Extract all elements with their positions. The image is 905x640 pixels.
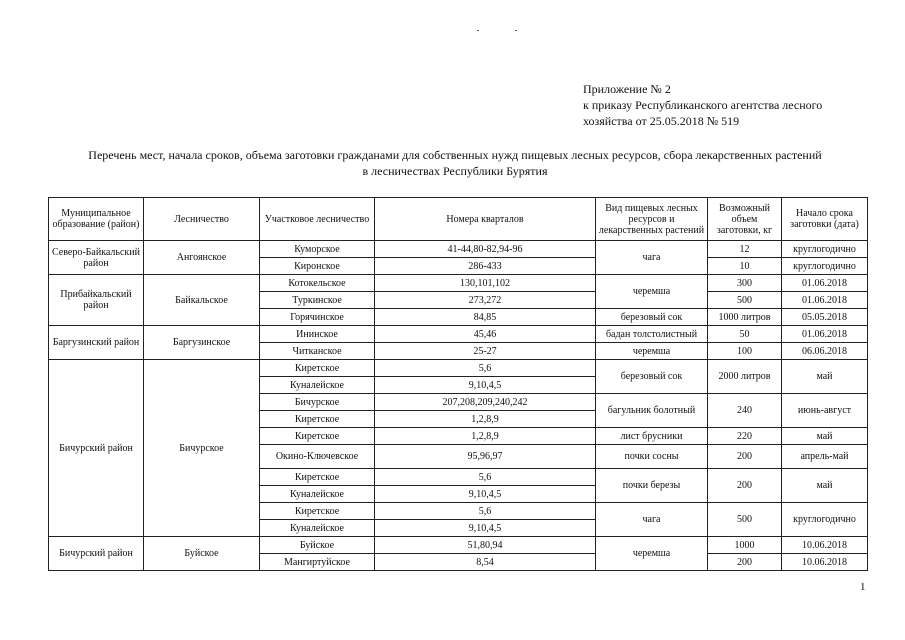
forestry-cell: Буйское xyxy=(144,537,260,571)
forestry-cell: Ангоянское xyxy=(144,241,260,275)
title-line: в лесничествах Республики Бурятия xyxy=(362,164,548,178)
quarters-cell: 5,6 xyxy=(375,469,596,486)
quarters-cell: 286-433 xyxy=(375,258,596,275)
district-cell: Бичурский район xyxy=(49,360,144,537)
sub-forestry-cell: Горячинское xyxy=(260,309,375,326)
quarters-cell: 45,46 xyxy=(375,326,596,343)
quarters-cell: 9,10,4,5 xyxy=(375,377,596,394)
table-row xyxy=(49,241,868,258)
volume-cell: 300 xyxy=(708,275,782,292)
resource-cell: бадан толстолистный xyxy=(596,326,708,343)
resource-cell: почки березы xyxy=(596,469,708,503)
sub-forestry-cell: Туркинское xyxy=(260,292,375,309)
date-cell: 10.06.2018 xyxy=(782,554,868,571)
district-cell: Бичурский район xyxy=(49,537,144,571)
volume-cell: 220 xyxy=(708,428,782,445)
appendix-line: Приложение № 2 xyxy=(583,82,671,96)
resource-cell: черемша xyxy=(596,343,708,360)
volume-cell: 100 xyxy=(708,343,782,360)
quarters-cell: 9,10,4,5 xyxy=(375,520,596,537)
volume-cell: 500 xyxy=(708,503,782,537)
page-number: 1 xyxy=(860,581,866,593)
quarters-cell: 8,54 xyxy=(375,554,596,571)
district-cell: Прибайкальский район xyxy=(49,275,144,326)
date-cell: май xyxy=(782,360,868,394)
forestry-cell: Бичурское xyxy=(144,360,260,537)
scan-speck xyxy=(515,30,517,31)
resource-cell: березовый сок xyxy=(596,309,708,326)
sub-forestry-cell: Буйское xyxy=(260,537,375,554)
sub-forestry-cell: Куналейское xyxy=(260,486,375,503)
date-cell: 05.05.2018 xyxy=(782,309,868,326)
table-row xyxy=(49,326,868,343)
date-cell: июнь-август xyxy=(782,394,868,428)
quarters-cell: 130,101,102 xyxy=(375,275,596,292)
date-cell: май xyxy=(782,428,868,445)
volume-cell: 2000 литров xyxy=(708,360,782,394)
date-cell: круглогодично xyxy=(782,258,868,275)
column-header: Возможный объем заготовки, кг xyxy=(708,198,782,241)
sub-forestry-cell: Киретское xyxy=(260,411,375,428)
date-cell: 06.06.2018 xyxy=(782,343,868,360)
date-cell: апрель-май xyxy=(782,445,868,469)
volume-cell: 12 xyxy=(708,241,782,258)
date-cell: 01.06.2018 xyxy=(782,326,868,343)
document-title xyxy=(40,147,870,179)
column-header: Вид пищевых лесных ресурсов и лекарственных растений xyxy=(596,198,708,241)
table-row xyxy=(49,360,868,377)
quarters-cell: 9,10,4,5 xyxy=(375,486,596,503)
sub-forestry-cell: Куналейское xyxy=(260,377,375,394)
sub-forestry-cell: Киретское xyxy=(260,469,375,486)
volume-cell: 500 xyxy=(708,292,782,309)
forestry-cell: Баргузинское xyxy=(144,326,260,360)
sub-forestry-cell: Окино-Ключевское xyxy=(260,445,375,469)
quarters-cell: 5,6 xyxy=(375,503,596,520)
date-cell: 10.06.2018 xyxy=(782,537,868,554)
resource-cell: черемша xyxy=(596,275,708,309)
sub-forestry-cell: Киронское xyxy=(260,258,375,275)
volume-cell: 200 xyxy=(708,554,782,571)
resource-cell: чага xyxy=(596,241,708,275)
sub-forestry-cell: Киретское xyxy=(260,360,375,377)
column-header: Муниципальное образование (район) xyxy=(49,198,144,241)
quarters-cell: 25-27 xyxy=(375,343,596,360)
quarters-cell: 84,85 xyxy=(375,309,596,326)
appendix-line: хозяйства от 25.05.2018 № 519 xyxy=(583,114,740,128)
volume-cell: 200 xyxy=(708,445,782,469)
resource-cell: березовый сок xyxy=(596,360,708,394)
date-cell: 01.06.2018 xyxy=(782,292,868,309)
resources-table xyxy=(48,197,868,571)
quarters-cell: 41-44,80-82,94-96 xyxy=(375,241,596,258)
forestry-cell: Байкальское xyxy=(144,275,260,326)
sub-forestry-cell: Бичурское xyxy=(260,394,375,411)
scan-speck xyxy=(477,30,479,31)
district-cell: Баргузинский район xyxy=(49,326,144,360)
sub-forestry-cell: Котокельское xyxy=(260,275,375,292)
sub-forestry-cell: Киретское xyxy=(260,428,375,445)
sub-forestry-cell: Киретское xyxy=(260,503,375,520)
volume-cell: 1000 xyxy=(708,537,782,554)
table-row xyxy=(49,275,868,292)
volume-cell: 10 xyxy=(708,258,782,275)
district-cell: Северо-Байкальский район xyxy=(49,241,144,275)
volume-cell: 200 xyxy=(708,469,782,503)
appendix-block xyxy=(583,81,822,129)
quarters-cell: 1,2,8,9 xyxy=(375,428,596,445)
quarters-cell: 1,2,8,9 xyxy=(375,411,596,428)
resource-cell: багульник болотный xyxy=(596,394,708,428)
column-header: Участковое лесничество xyxy=(260,198,375,241)
sub-forestry-cell: Мангиртуйское xyxy=(260,554,375,571)
title-line: Перечень мест, начала сроков, объема заготовки гражданами для собственных нужд пищевых лесных ресурсов, сбора лекарственных растений xyxy=(88,148,822,162)
column-header: Лесничество xyxy=(144,198,260,241)
quarters-cell: 51,80,94 xyxy=(375,537,596,554)
column-header: Начало срока заготовки (дата) xyxy=(782,198,868,241)
sub-forestry-cell: Ининское xyxy=(260,326,375,343)
appendix-line: к приказу Республиканского агентства лесного xyxy=(583,98,823,112)
volume-cell: 1000 литров xyxy=(708,309,782,326)
resource-cell: черемша xyxy=(596,537,708,571)
resource-cell: чага xyxy=(596,503,708,537)
volume-cell: 240 xyxy=(708,394,782,428)
table-header-row xyxy=(49,198,868,241)
sub-forestry-cell: Куналейское xyxy=(260,520,375,537)
quarters-cell: 207,208,209,240,242 xyxy=(375,394,596,411)
quarters-cell: 95,96,97 xyxy=(375,445,596,469)
date-cell: май xyxy=(782,469,868,503)
date-cell: 01.06.2018 xyxy=(782,275,868,292)
table-row xyxy=(49,537,868,554)
resource-cell: лист брусники xyxy=(596,428,708,445)
sub-forestry-cell: Куморское xyxy=(260,241,375,258)
volume-cell: 50 xyxy=(708,326,782,343)
date-cell: круглогодично xyxy=(782,503,868,537)
date-cell: круглогодично xyxy=(782,241,868,258)
sub-forestry-cell: Читканское xyxy=(260,343,375,360)
quarters-cell: 5,6 xyxy=(375,360,596,377)
resource-cell: почки сосны xyxy=(596,445,708,469)
column-header: Номера кварталов xyxy=(375,198,596,241)
quarters-cell: 273,272 xyxy=(375,292,596,309)
